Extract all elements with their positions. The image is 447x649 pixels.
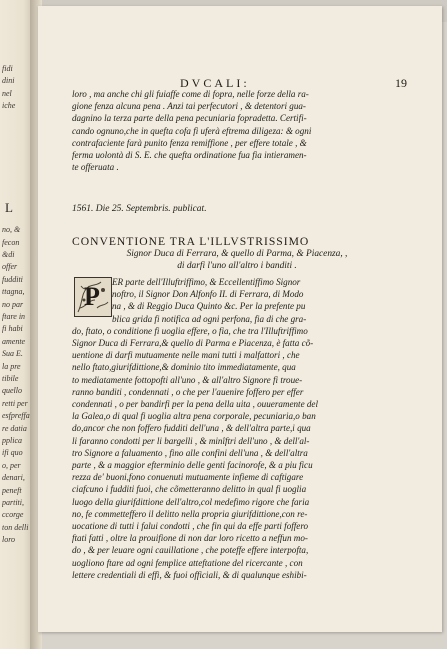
text-line: la Galea,o di qual fi uoglia altra pena corporale, pecuniaria,o ban [72, 411, 316, 422]
left-margin-letter: L [5, 200, 13, 215]
left-margin-fragment: tibile [2, 374, 19, 383]
left-margin-fragment: re datia [2, 423, 27, 433]
left-margin-fragment: denari, [2, 473, 25, 483]
text-line: li faranno condotti per li bargelli , & minîftri dell'uno , & dell'al- [72, 435, 310, 446]
text-line: na , & di Reggio Duca Quinto &c. Per la prefente pu [112, 301, 306, 312]
text-line: blica grida fi notifica ad ogni perfona, fia di che gra- [112, 313, 307, 324]
left-margin-fragment: retti per [2, 398, 28, 408]
text-line: luogo della giurifdittione dell'altro,col medefimo rigore che faria [72, 496, 310, 507]
text-line: ciafcuno i fudditi fuoi, che cõmetteranno delitto in qual fi uoglia [72, 484, 307, 495]
text-line: dagnino la terza parte della pena pecuniaria fopradetta. Certifi- [72, 113, 307, 124]
text-line: loro , ma anche chi gli fuiaffe come di fopra, nelle forze della ra- [72, 89, 309, 99]
drop-cap-letter: P [84, 282, 100, 311]
text-line: lettere credentiali di effi, & fuoi officiali, & di qualunque eshibi- [72, 569, 307, 580]
text-line: gione fenza alcuna pena . Anzi tai perfecutori , & detentori gua- [72, 101, 306, 112]
left-margin-fragment: pplica [2, 436, 22, 445]
left-margin-fragment: ttagna, [2, 287, 25, 297]
left-margin-fragment: fi habi [2, 324, 23, 334]
left-margin-fragment: fidi [2, 64, 13, 73]
text-line: do,ancor che non foffero fudditi dell'una , & dell'altra parte,i qua [72, 423, 311, 434]
section-subheading-line-1: Signor Duca di Ferrara, & quello di Parma, & Piacenza, , [126, 249, 348, 259]
left-margin-fragment: quello [2, 386, 22, 396]
text-line: Signor Duca di Ferrara,& quello di Parma e Piacenza, è fatta cõ- [72, 338, 314, 349]
left-margin-fragment: ccorge [2, 510, 24, 520]
text-line: do, ftato, o conditione fi uoglia effere, o fia, che tra l'Illuftriffimo [72, 325, 308, 336]
left-margin-fragment: &di [2, 250, 15, 259]
left-margin-fragment: ifi quo [2, 448, 23, 458]
left-margin-fragment: loro [2, 535, 16, 545]
left-margin-fragment: o, per [2, 460, 21, 470]
text-line: parte , & a maggior efterminio delle genti facinorofe, & a piu ficu [72, 460, 313, 471]
left-margin-fragment: iche [2, 101, 16, 111]
section-heading: CONVENTIONE TRA L'ILLVSTRISSIMO [72, 235, 310, 248]
text-line: condennati , o per bandirfi per la pena della uita , ouueramente del [72, 399, 318, 410]
running-title: DVCALI: [180, 76, 250, 90]
left-page-edge [0, 0, 34, 649]
left-margin-fragment: fudditi [2, 274, 23, 284]
text-line: ER parte dell'Illuftriffimo, & Eccellentiffimo Signor [112, 277, 301, 287]
left-margin-fragment: no, & [2, 225, 21, 235]
date-line: 1561. Die 25. Septembris. publicat. [72, 204, 207, 214]
left-margin-fragment: dini [2, 76, 15, 86]
text-line: tro Signore a faluamento , fino alle confini dell'una , & dell'altra [72, 447, 308, 458]
left-margin-fragment: peneft [2, 485, 22, 495]
text-line: uentione di darfi mutuamente nelle mani tutti i malfattori , che [72, 350, 300, 361]
text-line: noftro, il Signor Don Alfonfo II. di Ferrara, di Modo [112, 289, 304, 300]
section-subheading-line-2: di darfi l'uno all'altro i banditi . [177, 261, 297, 271]
left-margin-fragment: offer [2, 262, 18, 272]
left-margin-fragment: esfpreffa [2, 411, 30, 421]
main-paragraph [72, 276, 402, 581]
text-line: ranno banditi , condennati , o che per l'auenire foffero per effer [72, 386, 304, 397]
text-line: cando ognuno,che in quefta cofa fi uferà eftrema diligeza: & ogni [72, 125, 312, 136]
text-line: te offeruata . [72, 162, 119, 173]
left-margin-fragment: no par [2, 299, 24, 309]
left-margin-fragment: nel [2, 88, 12, 98]
left-margin-fragment: ftare in [2, 312, 26, 321]
text-line: uogliono ftare ad ogni femplice atteftatione del ricercante , con [72, 557, 303, 568]
text-line: to mediatamente fottopofti all'uno , & all'altro Signore fi troue- [72, 374, 303, 385]
text-line: nello ftato,giurifdittione,& dominio tito immediatamente, qua [72, 362, 296, 373]
left-margin-fragment: ton delli [2, 522, 29, 532]
left-margin-fragment: Sua E. [2, 349, 23, 359]
left-margin-fragment: partiti, [2, 498, 25, 507]
text-line: contrafaciente farà punito fenza remiffione , per effere totale , & [72, 137, 307, 148]
text-line: uocatione di tutti i falui condotti , che fin qui da effe parti foffero [72, 521, 309, 532]
left-margin-fragment: fecon [2, 237, 20, 247]
top-paragraph [72, 88, 402, 173]
text-line: do , & per leuare ogni cauillatione , che poteffe effere interpofta, [72, 545, 309, 556]
text-line: no, fe commetteffero il delitto nella propria giurifdittione,con re- [72, 508, 308, 519]
left-margin-fragment: la pre [2, 361, 21, 371]
text-line: ftati fatti , oltre la prouifione di non dar loro ricetto a neffun mo- [72, 533, 308, 544]
text-line: ferma uolontà di S. E. che quefta ordinatione fua fia intieramen- [72, 150, 307, 161]
left-margin-fragment: amente [2, 336, 26, 346]
text-line: rezza de' buoni,fono conuenuti mutuamente infieme di caftigare [72, 472, 304, 483]
page-number: 19 [395, 76, 407, 90]
